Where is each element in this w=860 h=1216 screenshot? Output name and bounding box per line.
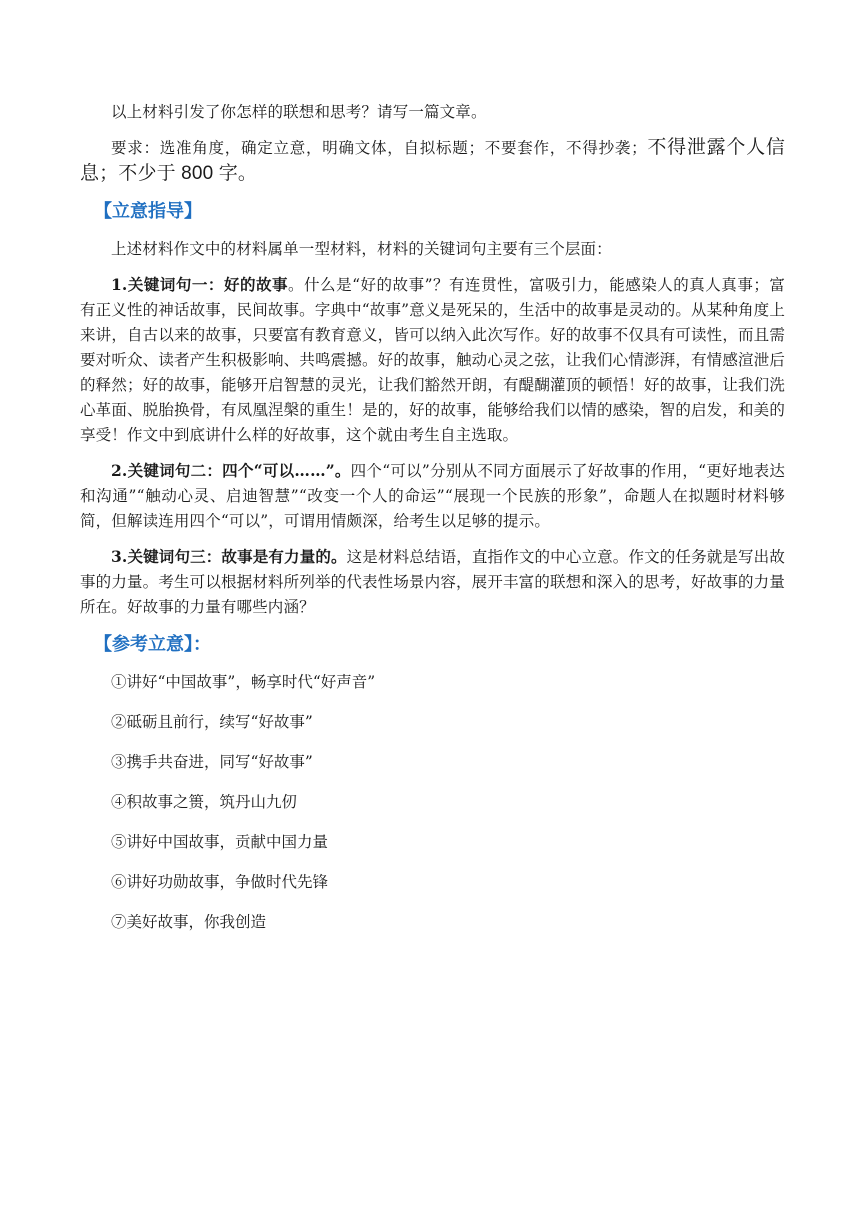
guide-overview: 上述材料作文中的材料属单一型材料，材料的关键词句主要有三个层面： [111, 240, 612, 258]
reference-item-3: ③携手共奋进，同写“好故事” [111, 753, 313, 771]
point-2-text: 四个“可以”分别从不同方面展示了好故事的作用，“更好地表达和沟通”“触动心灵、启迪智慧”“改变一个人的命运”“展现一个民族的形象”，命题人在拟题时材料够简，但解读连用四个“可以”，可谓用情颇深，给考生以足够的提示。 [80, 462, 785, 530]
reference-item-4: ④积故事之篑，筑丹山九仞 [111, 793, 298, 811]
reference-item-5: ⑤讲好中国故事，贡献中国力量 [111, 833, 329, 851]
reference-heading: 【参考立意】： [94, 634, 211, 654]
point-1-text: 。什么是“好的故事”？有连贯性，富吸引力，能感染人的真人真事；富有正义性的神话故事，民间故事。字典中“故事”意义是死呆的，生活中的故事是灵动的。从某种角度上来讲，自古以来的故事，只要富有教育意义，皆可以纳入此次写作。好的故事不仅具有可读性，而且需要对听众、读者产生积极影响、共鸣震撼。好的故事，触动心灵之弦，让我们心情澎湃，有情感渲泄后的释然；好的故事，能够开启智慧的灵光，让我们豁然开朗，有醍醐灌顶的顿悟！好的故事，让我们洗心革面、脱胎换骨，有凤凰涅槃的重生！是的，好的故事，能够给我们以情的感染，智的启发，和美的享受！作文中到底讲什么样的好故事，这个就由考生自主选取。 [80, 276, 786, 444]
intro-question: 以上材料引发了你怎样的联想和思考？请写一篇文章。 [111, 103, 487, 121]
intro-requirements [80, 135, 785, 187]
document-page [80, 100, 785, 950]
point-2-title: 2.关键词句二：四个“可以……”。 [111, 461, 351, 480]
guide-point-1 [80, 272, 785, 448]
reference-item-7: ⑦美好故事，你我创造 [111, 913, 267, 931]
point-3-text: 这是材料总结语，直指作文的中心立意。作文的任务就是写出故事的力量。考生可以根据材料所列举的代表性场景内容，展开丰富的联想和深入的思考，好故事的力量所在。好故事的力量有哪些内涵？ [80, 548, 785, 616]
reference-item-1: ①讲好“中国故事”，畅享时代“好声音” [111, 673, 376, 691]
point-3-title: 3.关键词句三：故事是有力量的。 [111, 547, 347, 566]
reference-item-2: ②砥砺且前行，续写“好故事” [111, 713, 313, 731]
requirement-tail: 不得泄露个人信息；不少于 800 字。 [80, 137, 786, 184]
guide-point-2 [80, 458, 785, 534]
point-1-title: 1.关键词句一：好的故事 [111, 275, 289, 294]
guide-point-3 [80, 544, 785, 620]
guide-heading: 【立意指导】 [94, 201, 202, 221]
reference-item-6: ⑥讲好功勋故事，争做时代先锋 [111, 873, 329, 891]
requirement-main: 要求：选准角度，确定立意，明确文体，自拟标题；不要套作，不得抄袭； [111, 139, 647, 157]
